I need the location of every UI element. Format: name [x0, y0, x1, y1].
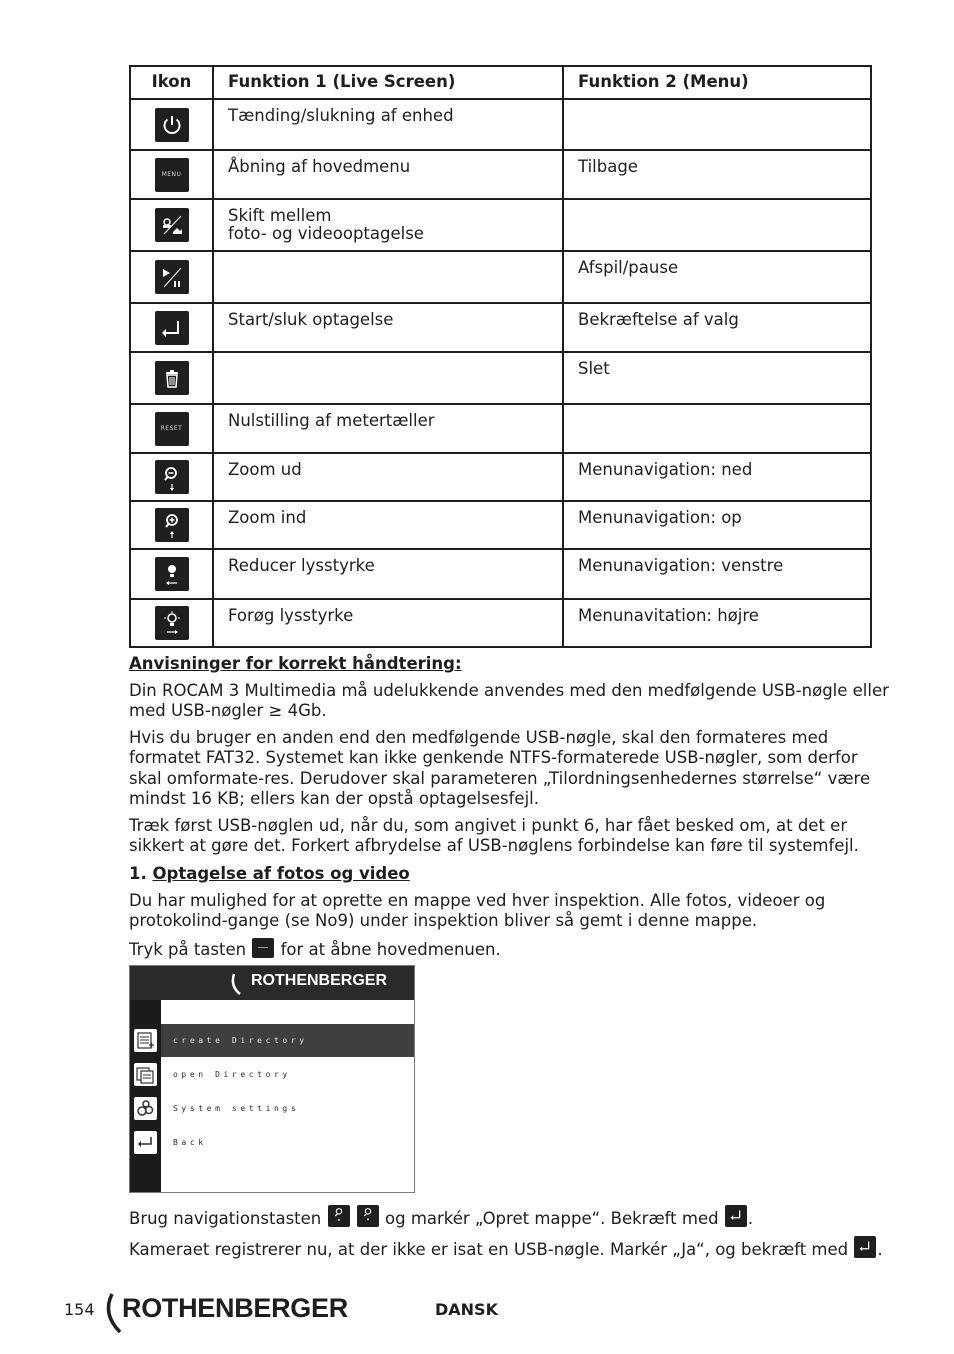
- menu-key-icon: MENU: [155, 158, 189, 192]
- handling-section: [129, 654, 895, 857]
- table-row: [130, 352, 871, 404]
- footer-brand-logo: ROTHENBERGER: [122, 1293, 348, 1323]
- nav-end-period: .: [747, 1209, 754, 1228]
- device-menu-screenshot: [129, 965, 415, 1193]
- power-icon: [155, 108, 189, 142]
- row-func1: Åbning af hovedmenu: [213, 150, 563, 199]
- enter-inline-icon: [725, 1205, 747, 1227]
- brightness-up-right-icon: [155, 606, 189, 640]
- row-func1: Zoom ud: [213, 453, 563, 501]
- table-row: [130, 251, 871, 303]
- navigation-instructions: [129, 1205, 895, 1260]
- row-func1: Forøg lysstyrke: [213, 599, 563, 647]
- handling-paragraph-2: Hvis du bruger en anden end den medfølgende USB-nøgle, skal den formateres med formatet FAT32. Systemet kan ikke genkende NTFS-formaterede USB-nøgler, som derfor skal omformate-res. Derudover skal parameteren „Tilordningsenhedernes størrelse“ være mindst 16 KB; ellers kan der opstå optagelsesfejl.: [129, 727, 871, 808]
- section-1-title: [129, 864, 895, 885]
- row-func2: [563, 99, 871, 150]
- zoom-in-up-inline-icon: [328, 1205, 350, 1227]
- row-func2: Slet: [563, 352, 871, 404]
- brightness-down-left-icon: [155, 557, 189, 591]
- device-header-band: [161, 1000, 414, 1022]
- usb-end-period: .: [877, 1239, 883, 1259]
- footer-language: DANSK: [435, 1300, 498, 1319]
- row-func1: Reducer lysstyrke: [213, 549, 563, 599]
- page-number: 154: [64, 1300, 95, 1319]
- device-brand: ROTHENBERGER: [251, 972, 388, 989]
- zoom-out-down-icon: [155, 460, 189, 494]
- settings-gears-icon[interactable]: [134, 1097, 157, 1120]
- usb-detect-paragraph: [129, 1236, 895, 1261]
- row-func2: Tilbage: [563, 150, 871, 199]
- table-header-row: [130, 66, 871, 99]
- open-menu-text: for at åbne hovedmenuen.: [280, 939, 501, 959]
- mark-create-folder-text: og markér „Opret mappe“. Bekræft med: [385, 1209, 719, 1228]
- play-pause-icon: [155, 260, 189, 294]
- enter-inline-icon-2: [854, 1236, 876, 1258]
- function-table: [129, 65, 872, 648]
- section-1-heading: Optagelse af fotos og video: [152, 864, 410, 883]
- enter-icon: [155, 311, 189, 345]
- handling-paragraph-3: Træk først USB-nøglen ud, når du, som angivet i punkt 6, har fået besked om, at det er sikkert at gøre det. Forkert afbrydelse af USB-nøglens forbindelse kan føre til systemfejl.: [129, 815, 859, 855]
- header-func2: Funktion 2 (Menu): [563, 66, 871, 99]
- menu-item-system-settings[interactable]: System settings: [173, 1104, 300, 1113]
- row-func2: Menunavitation: højre: [563, 599, 871, 647]
- row-func1: Tænding/slukning af enhed: [213, 99, 563, 150]
- table-row: [130, 501, 871, 549]
- menu-item-create-directory[interactable]: create Directory: [173, 1036, 308, 1045]
- table-row: [130, 99, 871, 150]
- row-func2: [563, 199, 871, 251]
- menu-item-back[interactable]: Back: [173, 1138, 207, 1147]
- row-func2: Afspil/pause: [563, 251, 871, 303]
- row-func1: [213, 352, 563, 404]
- row-func2: Menunavigation: ned: [563, 453, 871, 501]
- row-func1: Nulstilling af metertæller: [213, 404, 563, 453]
- table-row: [130, 549, 871, 599]
- table-row: [130, 303, 871, 352]
- trash-icon: [155, 361, 189, 395]
- row-func2: Bekræftelse af valg: [563, 303, 871, 352]
- usb-detect-text: Kameraet registrerer nu, at der ikke er isat en USB-nøgle. Markér „Ja“, og bekræft med: [129, 1239, 849, 1259]
- table-row: [130, 404, 871, 453]
- nav-key-text: Brug navigationstasten: [129, 1209, 322, 1228]
- photo-video-switch-icon: [155, 208, 189, 242]
- header-icon: Ikon: [130, 66, 213, 99]
- menu-key-inline-icon: [252, 938, 274, 958]
- zoom-in-up-icon: [155, 508, 189, 542]
- navigation-paragraph: [129, 1205, 895, 1230]
- section-1: [129, 864, 895, 960]
- open-directory-icon[interactable]: [134, 1063, 157, 1086]
- press-key-text: Tryk på tasten: [129, 939, 247, 959]
- section-1-paragraph-1: Du har mulighed for at oprette en mappe ved hver inspektion. Alle fotos, videoer og protokolind-gange (se No9) under inspektion bliver så gemt i denne mappe.: [129, 890, 826, 930]
- row-func1: Start/sluk optagelse: [213, 303, 563, 352]
- handling-paragraph-1: Din ROCAM 3 Multimedia må udelukkende anvendes med den medfølgende USB-nøgle eller med USB-nøgler ≥ 4Gb.: [129, 680, 889, 720]
- row-func1: Zoom ind: [213, 501, 563, 549]
- reset-key-icon: RESET: [155, 412, 189, 446]
- create-directory-icon[interactable]: [134, 1029, 157, 1052]
- menu-item-open-directory[interactable]: open Directory: [173, 1070, 291, 1079]
- section-1-paragraph-2: [129, 938, 895, 961]
- handling-heading: Anvisninger for korrekt håndtering:: [129, 654, 462, 673]
- section-1-number: 1.: [129, 864, 147, 883]
- table-row: [130, 150, 871, 199]
- row-func1: Skift mellem foto- og videooptagelse: [213, 199, 563, 251]
- row-func2: Menunavigation: venstre: [563, 549, 871, 599]
- row-func1: [213, 251, 563, 303]
- table-row: [130, 199, 871, 251]
- table-row: [130, 453, 871, 501]
- row-func2: [563, 404, 871, 453]
- zoom-out-down-inline-icon: [357, 1205, 379, 1227]
- table-row: [130, 599, 871, 647]
- header-func1: Funktion 1 (Live Screen): [213, 66, 563, 99]
- row-func2: Menunavigation: op: [563, 501, 871, 549]
- back-arrow-icon[interactable]: [134, 1131, 157, 1154]
